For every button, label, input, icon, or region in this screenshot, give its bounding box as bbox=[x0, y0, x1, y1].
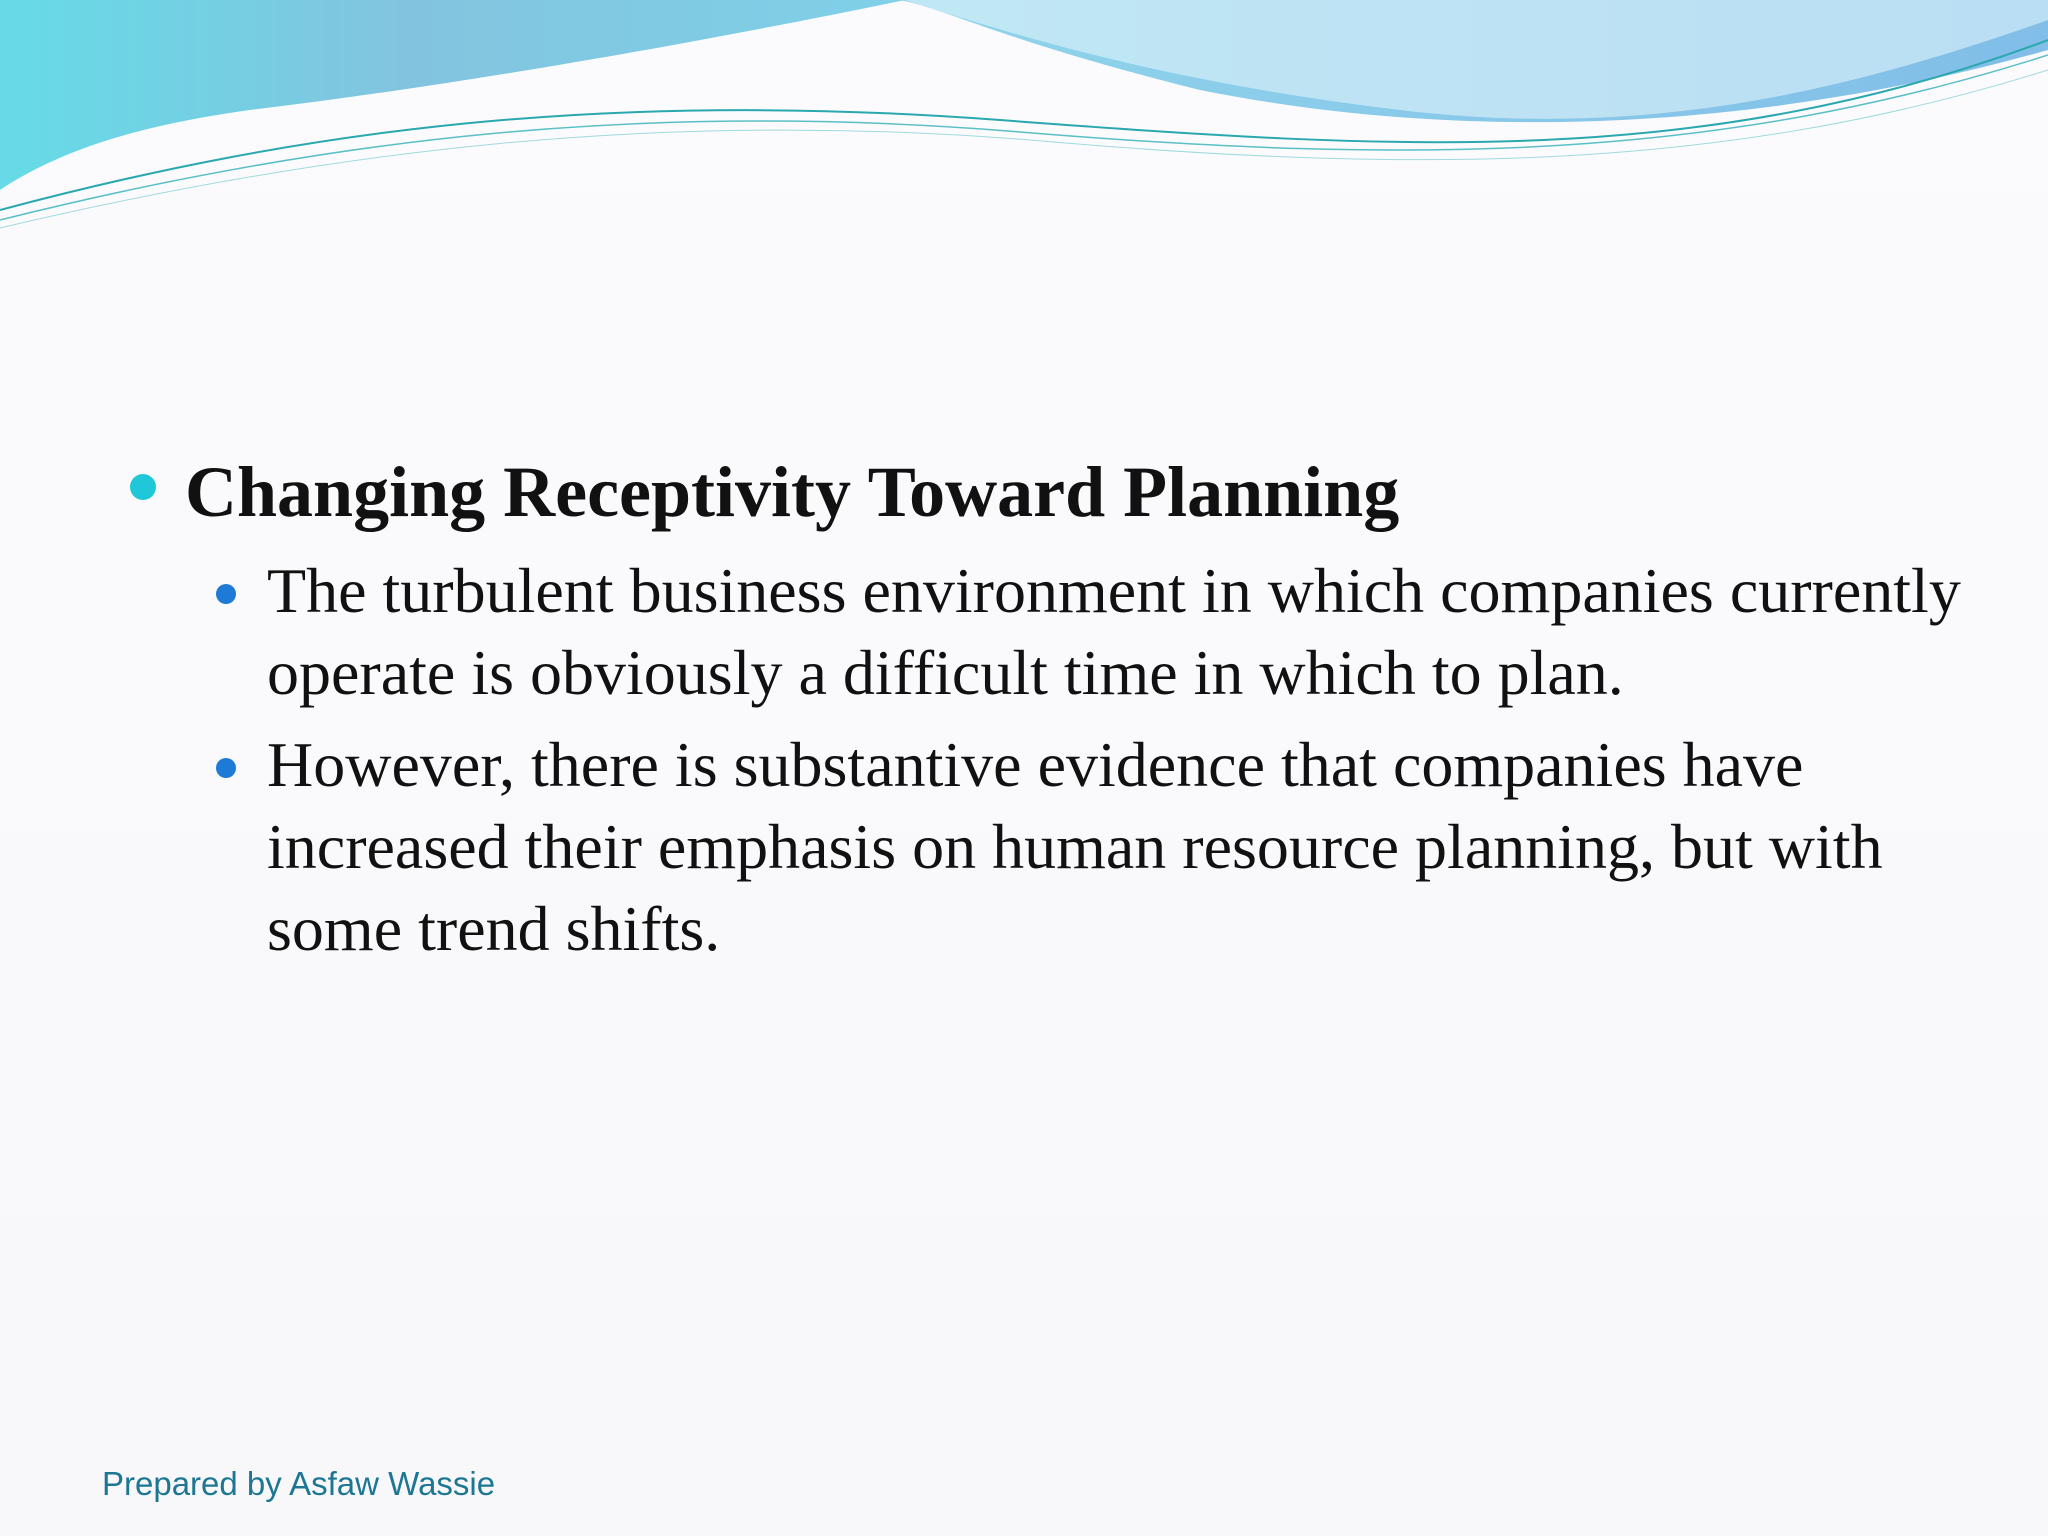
list-item bbox=[130, 724, 1970, 970]
sub-bullet-icon bbox=[216, 758, 236, 778]
slide-content bbox=[130, 448, 1970, 980]
bullet-text: The turbulent business environment in which companies currently operate is obviously a difficult time in which to plan. bbox=[267, 555, 1961, 708]
list-item bbox=[130, 550, 1970, 714]
main-bullet-icon bbox=[130, 474, 156, 500]
header-wave-decoration bbox=[0, 0, 2048, 240]
slide-heading: Changing Receptivity Toward Planning bbox=[185, 452, 1400, 532]
bullet-text: However, there is substantive evidence that companies have increased their emphasis on human resource planning, but with some trend shifts. bbox=[267, 729, 1883, 964]
footer-credit: Prepared by Asfaw Wassie bbox=[102, 1465, 496, 1502]
main-bullet-row bbox=[130, 448, 1970, 536]
sub-bullet-list bbox=[130, 550, 1970, 970]
sub-bullet-icon bbox=[216, 584, 236, 604]
